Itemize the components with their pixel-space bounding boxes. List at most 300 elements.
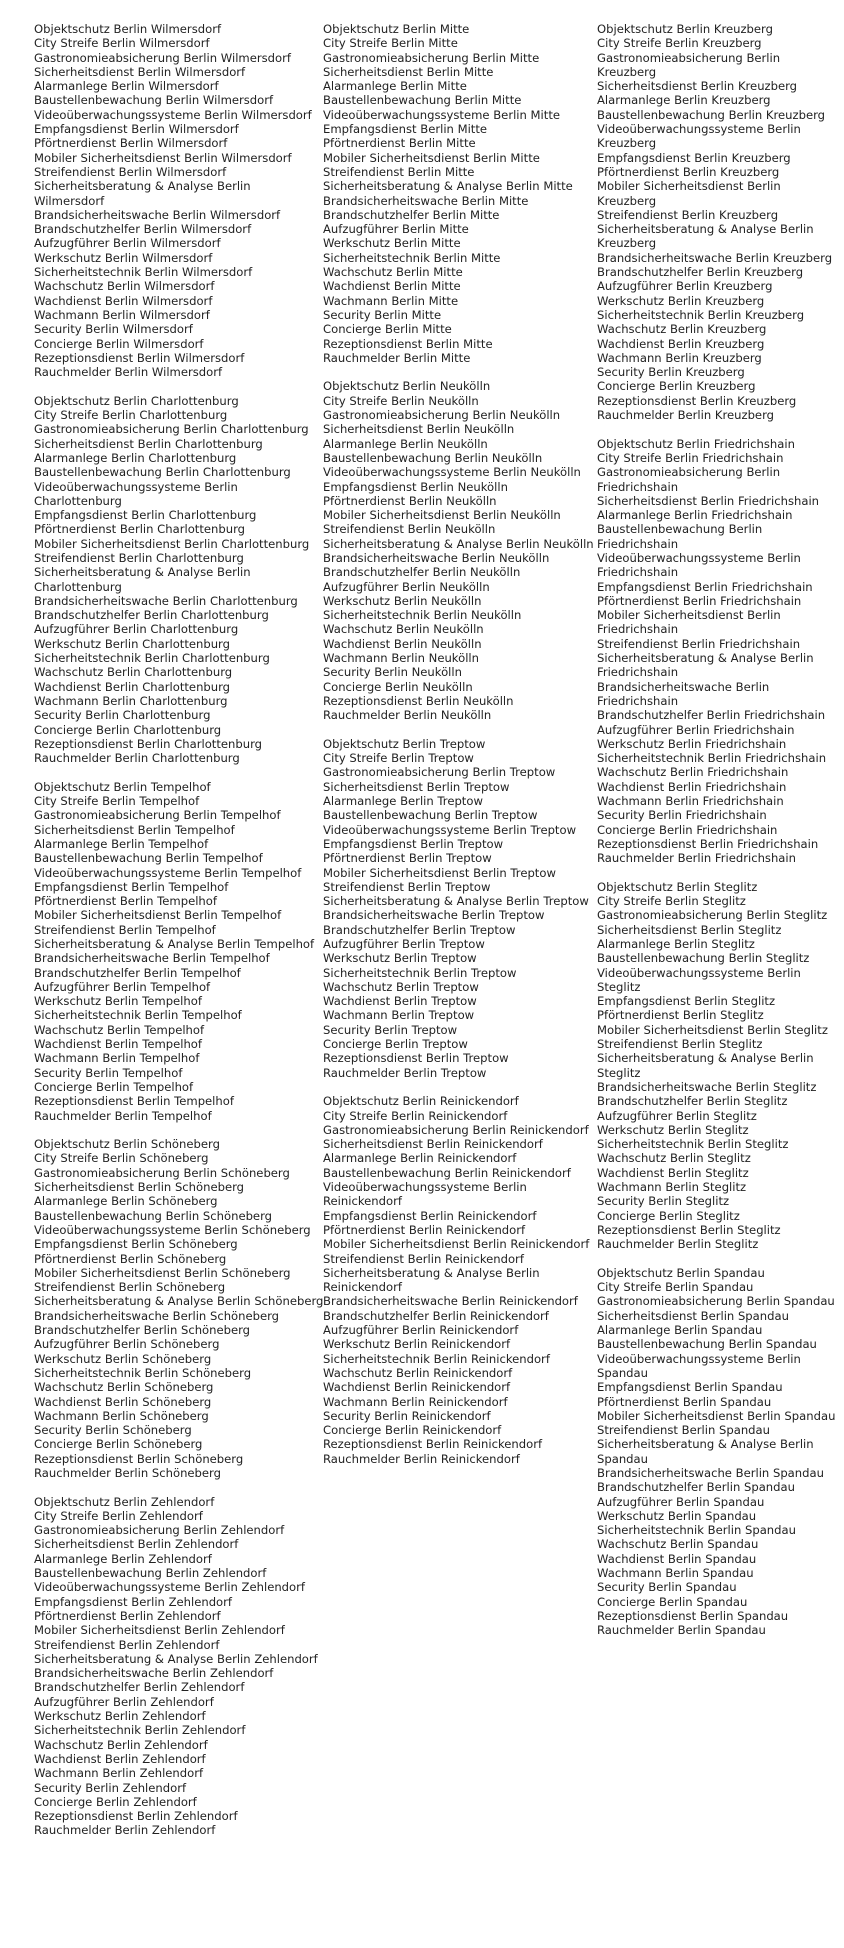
service-district-link[interactable]: Pförtnerdienst Berlin Reinickendorf <box>323 1222 526 1237</box>
service-district-link[interactable]: Sicherheitsberatung & Analyse Berlin Treptow <box>323 894 589 909</box>
service-district-link[interactable]: Sicherheitsdienst Berlin Mitte <box>323 64 494 79</box>
service-district-link[interactable]: Werkschutz Berlin Steglitz <box>597 1122 749 1137</box>
service-district-link[interactable]: Baustellenbewachung Berlin Kreuzberg <box>597 107 826 122</box>
service-district-link[interactable]: Videoüberwachungssysteme Berlin Kreuzberg <box>597 122 801 151</box>
service-district-link[interactable]: Sicherheitstechnik Berlin Spandau <box>597 1523 796 1538</box>
service-district-link[interactable]: Wachmann Berlin Treptow <box>323 1008 475 1023</box>
service-district-link[interactable]: Gastronomieabsicherung Berlin Neukölln <box>323 408 561 423</box>
service-district-link[interactable]: Streifendienst Berlin Neukölln <box>323 522 496 537</box>
service-district-link[interactable]: Rauchmelder Berlin Kreuzberg <box>597 408 774 423</box>
service-district-link[interactable]: Brandschutzhelfer Berlin Spandau <box>597 1480 795 1495</box>
service-district-link[interactable]: Aufzugführer Berlin Steglitz <box>597 1108 757 1123</box>
service-district-link[interactable]: Sicherheitstechnik Berlin Treptow <box>323 965 517 980</box>
service-district-link[interactable]: Aufzugführer Berlin Wilmersdorf <box>34 236 221 251</box>
service-district-link[interactable]: Rauchmelder Berlin Neukölln <box>323 708 492 723</box>
service-district-link[interactable]: Pförtnerdienst Berlin Charlottenburg <box>34 522 246 537</box>
service-district-link[interactable]: Werkschutz Berlin Tempelhof <box>34 994 202 1009</box>
service-district-link[interactable]: Alarmanlege Berlin Zehlendorf <box>34 1551 212 1566</box>
service-district-link[interactable]: Werkschutz Berlin Reinickendorf <box>323 1337 511 1352</box>
service-district-link[interactable]: Rezeptionsdienst Berlin Mitte <box>323 336 493 351</box>
service-district-link[interactable]: Gastronomieabsicherung Berlin Wilmersdorf <box>34 50 291 65</box>
service-district-link[interactable]: Sicherheitsdienst Berlin Reinickendorf <box>323 1137 543 1152</box>
service-district-link[interactable]: Brandsicherheitswache Berlin Spandau <box>597 1465 824 1480</box>
service-district-link[interactable]: Concierge Berlin Tempelhof <box>34 1079 194 1094</box>
service-district-link[interactable]: Baustellenbewachung Berlin Schöneberg <box>34 1208 272 1223</box>
service-district-link[interactable]: Aufzugführer Berlin Tempelhof <box>34 979 211 994</box>
service-district-link[interactable]: Concierge Berlin Wilmersdorf <box>34 336 204 351</box>
service-district-link[interactable]: Rauchmelder Berlin Charlottenburg <box>34 751 240 766</box>
service-district-link[interactable]: Streifendienst Berlin Kreuzberg <box>597 207 779 222</box>
service-district-link[interactable]: Brandschutzhelfer Berlin Schöneberg <box>34 1323 251 1338</box>
service-district-link[interactable]: Wachmann Berlin Charlottenburg <box>34 693 228 708</box>
service-district-link[interactable]: Sicherheitsberatung & Analyse Berlin Schöneberg <box>34 1294 324 1309</box>
service-district-link[interactable]: Security Berlin Neukölln <box>323 665 462 680</box>
service-district-link[interactable]: Brandsicherheitswache Berlin Mitte <box>323 193 529 208</box>
service-district-link[interactable]: Mobiler Sicherheitsdienst Berlin Spandau <box>597 1408 836 1423</box>
service-district-link[interactable]: Rezeptionsdienst Berlin Wilmersdorf <box>34 350 245 365</box>
service-district-link[interactable]: Empfangsdienst Berlin Kreuzberg <box>597 150 791 165</box>
service-district-link[interactable]: Sicherheitsberatung & Analyse Berlin Friedrichshain <box>597 651 814 680</box>
service-district-link[interactable]: Mobiler Sicherheitsdienst Berlin Reinickendorf <box>323 1237 590 1252</box>
service-district-link[interactable]: Objektschutz Berlin Mitte <box>323 22 470 36</box>
service-district-link[interactable]: Pförtnerdienst Berlin Zehlendorf <box>34 1608 221 1623</box>
service-district-link[interactable]: City Streife Berlin Wilmersdorf <box>34 36 210 51</box>
service-district-link[interactable]: Gastronomieabsicherung Berlin Zehlendorf <box>34 1523 285 1538</box>
service-district-link[interactable]: Objektschutz Berlin Charlottenburg <box>34 393 239 408</box>
service-district-link[interactable]: Objektschutz Berlin Wilmersdorf <box>34 22 222 36</box>
service-district-link[interactable]: Sicherheitstechnik Berlin Charlottenburg <box>34 651 270 666</box>
service-district-link[interactable]: City Streife Berlin Treptow <box>323 751 474 766</box>
service-district-link[interactable]: Concierge Berlin Steglitz <box>597 1208 740 1223</box>
service-district-link[interactable]: Mobiler Sicherheitsdienst Berlin Tempelhof <box>34 908 282 923</box>
service-district-link[interactable]: Sicherheitstechnik Berlin Zehlendorf <box>34 1723 246 1738</box>
service-district-link[interactable]: Brandschutzhelfer Berlin Reinickendorf <box>323 1308 549 1323</box>
service-district-link[interactable]: Brandschutzhelfer Berlin Charlottenburg <box>34 608 269 623</box>
service-district-link[interactable]: Concierge Berlin Spandau <box>597 1594 748 1609</box>
service-district-link[interactable]: Security Berlin Treptow <box>323 1022 458 1037</box>
service-district-link[interactable]: Alarmanlege Berlin Kreuzberg <box>597 93 771 108</box>
service-district-link[interactable]: Rauchmelder Berlin Mitte <box>323 350 471 365</box>
service-district-link[interactable]: Streifendienst Berlin Mitte <box>323 164 475 179</box>
service-district-link[interactable]: Videoüberwachungssysteme Berlin Charlottenburg <box>34 479 238 508</box>
service-district-link[interactable]: Aufzugführer Berlin Treptow <box>323 937 485 951</box>
service-district-link[interactable]: Sicherheitsberatung & Analyse Berlin Reinickendorf <box>323 1265 540 1295</box>
service-district-link[interactable]: Objektschutz Berlin Schöneberg <box>34 1137 220 1152</box>
service-district-link[interactable]: Streifendienst Berlin Zehlendorf <box>34 1637 220 1652</box>
service-district-link[interactable]: Sicherheitsdienst Berlin Treptow <box>323 779 510 794</box>
service-district-link[interactable]: Baustellenbewachung Berlin Steglitz <box>597 951 810 966</box>
service-district-link[interactable]: Wachmann Berlin Steglitz <box>597 1180 747 1195</box>
service-district-link[interactable]: Empfangsdienst Berlin Treptow <box>323 836 504 851</box>
service-district-link[interactable]: Empfangsdienst Berlin Charlottenburg <box>34 508 257 523</box>
service-district-link[interactable]: Wachschutz Berlin Steglitz <box>597 1151 751 1166</box>
service-district-link[interactable]: Sicherheitsdienst Berlin Friedrichshain <box>597 493 820 508</box>
service-district-link[interactable]: Wachmann Berlin Zehlendorf <box>34 1766 204 1781</box>
service-district-link[interactable]: Sicherheitsdienst Berlin Wilmersdorf <box>34 64 246 79</box>
service-district-link[interactable]: Objektschutz Berlin Spandau <box>597 1265 765 1280</box>
service-district-link[interactable]: Sicherheitsdienst Berlin Kreuzberg <box>597 79 798 94</box>
service-district-link[interactable]: City Streife Berlin Zehlendorf <box>34 1508 203 1523</box>
service-district-link[interactable]: Objektschutz Berlin Friedrichshain <box>597 436 795 451</box>
service-district-link[interactable]: Wachdienst Berlin Zehlendorf <box>34 1751 206 1766</box>
service-district-link[interactable]: Wachschutz Berlin Neukölln <box>323 622 484 637</box>
service-district-link[interactable]: Sicherheitsberatung & Analyse Berlin Neukölln <box>323 536 594 551</box>
service-district-link[interactable]: Empfangsdienst Berlin Zehlendorf <box>34 1594 232 1609</box>
service-district-link[interactable]: Rauchmelder Berlin Treptow <box>323 1065 487 1080</box>
service-district-link[interactable]: Rezeptionsdienst Berlin Tempelhof <box>34 1094 234 1109</box>
service-district-link[interactable]: City Streife Berlin Friedrichshain <box>597 450 784 465</box>
service-district-link[interactable]: Aufzugführer Berlin Mitte <box>323 222 469 237</box>
service-district-link[interactable]: Baustellenbewachung Berlin Reinickendorf <box>323 1165 571 1180</box>
service-district-link[interactable]: Wachschutz Berlin Tempelhof <box>34 1022 205 1037</box>
service-district-link[interactable]: Wachschutz Berlin Zehlendorf <box>34 1737 208 1752</box>
service-district-link[interactable]: Pförtnerdienst Berlin Spandau <box>597 1394 772 1409</box>
service-district-link[interactable]: Mobiler Sicherheitsdienst Berlin Kreuzberg <box>597 179 781 208</box>
service-district-link[interactable]: Sicherheitstechnik Berlin Kreuzberg <box>597 307 805 322</box>
service-district-link[interactable]: Wachschutz Berlin Charlottenburg <box>34 665 233 680</box>
service-district-link[interactable]: Alarmanlege Berlin Reinickendorf <box>323 1151 517 1166</box>
service-district-link[interactable]: Wachmann Berlin Reinickendorf <box>323 1394 508 1409</box>
service-district-link[interactable]: Wachdienst Berlin Steglitz <box>597 1165 749 1180</box>
service-district-link[interactable]: Security Berlin Mitte <box>323 307 442 322</box>
service-district-link[interactable]: Werkschutz Berlin Charlottenburg <box>34 636 230 651</box>
service-district-link[interactable]: Werkschutz Berlin Neukölln <box>323 593 482 608</box>
service-district-link[interactable]: City Streife Berlin Charlottenburg <box>34 408 228 423</box>
service-district-link[interactable]: City Streife Berlin Neukölln <box>323 393 479 408</box>
service-district-link[interactable]: Baustellenbewachung Berlin Zehlendorf <box>34 1566 267 1581</box>
service-district-link[interactable]: Alarmanlege Berlin Steglitz <box>597 937 755 951</box>
service-district-link[interactable]: Gastronomieabsicherung Berlin Mitte <box>323 50 540 65</box>
service-district-link[interactable]: Baustellenbewachung Berlin Tempelhof <box>34 851 263 866</box>
service-district-link[interactable]: Brandsicherheitswache Berlin Tempelhof <box>34 951 270 966</box>
service-district-link[interactable]: Empfangsdienst Berlin Tempelhof <box>34 879 229 894</box>
service-district-link[interactable]: Empfangsdienst Berlin Schöneberg <box>34 1237 238 1252</box>
service-district-link[interactable]: Streifendienst Berlin Reinickendorf <box>323 1251 524 1266</box>
service-district-link[interactable]: Objektschutz Berlin Zehlendorf <box>34 1494 215 1509</box>
service-district-link[interactable]: Objektschutz Berlin Treptow <box>323 736 486 751</box>
service-district-link[interactable]: Pförtnerdienst Berlin Tempelhof <box>34 894 217 909</box>
service-district-link[interactable]: Alarmanlege Berlin Wilmersdorf <box>34 79 219 94</box>
service-district-link[interactable]: Streifendienst Berlin Spandau <box>597 1423 770 1438</box>
service-district-link[interactable]: Wachdienst Berlin Wilmersdorf <box>34 293 213 308</box>
service-district-link[interactable]: Rezeptionsdienst Berlin Kreuzberg <box>597 393 797 408</box>
service-district-link[interactable]: Rauchmelder Berlin Friedrichshain <box>597 851 796 866</box>
service-district-link[interactable]: Objektschutz Berlin Neukölln <box>323 379 491 394</box>
service-district-link[interactable]: Mobiler Sicherheitsdienst Berlin Mitte <box>323 150 540 165</box>
service-district-link[interactable]: Rezeptionsdienst Berlin Reinickendorf <box>323 1437 543 1452</box>
service-district-link[interactable]: Wachdienst Berlin Mitte <box>323 279 461 294</box>
service-district-link[interactable]: Brandschutzhelfer Berlin Kreuzberg <box>597 265 804 280</box>
service-district-link[interactable]: Streifendienst Berlin Charlottenburg <box>34 550 244 565</box>
service-district-link[interactable]: Objektschutz Berlin Kreuzberg <box>597 22 773 36</box>
service-district-link[interactable]: Baustellenbewachung Berlin Treptow <box>323 808 538 823</box>
service-district-link[interactable]: Videoüberwachungssysteme Berlin Friedrichshain <box>597 550 801 580</box>
service-district-link[interactable]: Pförtnerdienst Berlin Schöneberg <box>34 1251 227 1266</box>
service-district-link[interactable]: Gastronomieabsicherung Berlin Reinickendorf <box>323 1122 589 1137</box>
service-district-link[interactable]: Sicherheitstechnik Berlin Tempelhof <box>34 1008 242 1023</box>
service-district-link[interactable]: Pförtnerdienst Berlin Neukölln <box>323 493 497 508</box>
service-district-link[interactable]: Gastronomieabsicherung Berlin Tempelhof <box>34 808 281 823</box>
service-district-link[interactable]: Pförtnerdienst Berlin Treptow <box>323 851 492 866</box>
service-district-link[interactable]: Baustellenbewachung Berlin Wilmersdorf <box>34 93 274 108</box>
service-district-link[interactable]: Pförtnerdienst Berlin Steglitz <box>597 1008 764 1023</box>
service-district-link[interactable]: Alarmanlege Berlin Spandau <box>597 1323 763 1338</box>
service-district-link[interactable]: Wachdienst Berlin Spandau <box>597 1551 757 1566</box>
service-district-link[interactable]: Baustellenbewachung Berlin Mitte <box>323 93 522 108</box>
service-district-link[interactable]: City Streife Berlin Mitte <box>323 36 458 51</box>
service-district-link[interactable]: Baustellenbewachung Berlin Spandau <box>597 1337 817 1352</box>
service-district-link[interactable]: Wachschutz Berlin Treptow <box>323 979 479 994</box>
service-district-link[interactable]: Mobiler Sicherheitsdienst Berlin Charlottenburg <box>34 536 310 551</box>
service-district-link[interactable]: Brandsicherheitswache Berlin Friedrichshain <box>597 679 770 708</box>
service-district-link[interactable]: Brandschutzhelfer Berlin Treptow <box>323 922 516 937</box>
service-district-link[interactable]: City Streife Berlin Tempelhof <box>34 794 200 809</box>
service-district-link[interactable]: Streifendienst Berlin Friedrichshain <box>597 636 801 651</box>
service-district-link[interactable]: Security Berlin Tempelhof <box>34 1065 183 1080</box>
service-district-link[interactable]: Wachdienst Berlin Schöneberg <box>34 1394 212 1409</box>
service-district-link[interactable]: Concierge Berlin Mitte <box>323 322 452 337</box>
service-district-link[interactable]: City Streife Berlin Kreuzberg <box>597 36 762 51</box>
service-district-link[interactable]: Sicherheitsberatung & Analyse Berlin Tempelhof <box>34 937 315 951</box>
service-district-link[interactable]: Brandschutzhelfer Berlin Steglitz <box>597 1094 788 1109</box>
service-district-link[interactable]: Gastronomieabsicherung Berlin Spandau <box>597 1294 835 1309</box>
service-district-link[interactable]: Baustellenbewachung Berlin Friedrichshain <box>597 522 763 551</box>
service-district-link[interactable]: Videoüberwachungssysteme Berlin Tempelhof <box>34 865 302 880</box>
service-district-link[interactable]: Sicherheitsberatung & Analyse Berlin Steglitz <box>597 1051 814 1080</box>
service-district-link[interactable]: Rauchmelder Berlin Tempelhof <box>34 1108 212 1123</box>
service-district-link[interactable]: Empfangsdienst Berlin Neukölln <box>323 479 508 494</box>
service-district-link[interactable]: Sicherheitstechnik Berlin Neukölln <box>323 608 522 623</box>
service-district-link[interactable]: Videoüberwachungssysteme Berlin Reinickendorf <box>323 1180 527 1209</box>
service-district-link[interactable]: Wachmann Berlin Kreuzberg <box>597 350 762 365</box>
service-district-link[interactable]: Gastronomieabsicherung Berlin Treptow <box>323 765 556 780</box>
service-district-link[interactable]: Wachmann Berlin Friedrichshain <box>597 794 784 809</box>
service-district-link[interactable]: Alarmanlege Berlin Treptow <box>323 794 483 809</box>
service-district-link[interactable]: Security Berlin Wilmersdorf <box>34 322 193 337</box>
service-district-link[interactable]: Brandschutzhelfer Berlin Friedrichshain <box>597 708 826 723</box>
service-district-link[interactable]: City Streife Berlin Steglitz <box>597 894 746 909</box>
service-district-link[interactable]: Wachschutz Berlin Schöneberg <box>34 1380 214 1395</box>
service-district-link[interactable]: Security Berlin Reinickendorf <box>323 1408 491 1423</box>
service-district-link[interactable]: Empfangsdienst Berlin Mitte <box>323 122 488 137</box>
service-district-link[interactable]: Werkschutz Berlin Kreuzberg <box>597 293 765 308</box>
service-district-link[interactable]: Sicherheitsberatung & Analyse Berlin Wilmersdorf <box>34 179 251 208</box>
service-district-link[interactable]: Alarmanlege Berlin Schöneberg <box>34 1194 218 1209</box>
service-district-link[interactable]: Rezeptionsdienst Berlin Treptow <box>323 1051 509 1066</box>
service-district-link[interactable]: Brandsicherheitswache Berlin Wilmersdorf <box>34 207 281 222</box>
service-district-link[interactable]: Aufzugführer Berlin Spandau <box>597 1494 765 1509</box>
service-district-link[interactable]: Brandsicherheitswache Berlin Reinickendorf <box>323 1294 578 1309</box>
service-district-link[interactable]: Wachmann Berlin Schöneberg <box>34 1408 209 1423</box>
service-district-link[interactable]: Mobiler Sicherheitsdienst Berlin Schöneberg <box>34 1265 291 1280</box>
service-district-link[interactable]: Security Berlin Spandau <box>597 1580 737 1595</box>
service-district-link[interactable]: Rauchmelder Berlin Zehlendorf <box>34 1823 216 1838</box>
service-district-link[interactable]: Sicherheitsberatung & Analyse Berlin Charlottenburg <box>34 565 251 594</box>
service-district-link[interactable]: Gastronomieabsicherung Berlin Kreuzberg <box>597 50 781 79</box>
service-district-link[interactable]: Concierge Berlin Neukölln <box>323 679 473 694</box>
service-district-link[interactable]: Wachmann Berlin Tempelhof <box>34 1051 200 1066</box>
service-district-link[interactable]: Videoüberwachungssysteme Berlin Treptow <box>323 822 577 837</box>
service-district-link[interactable]: Brandsicherheitswache Berlin Neukölln <box>323 550 550 565</box>
service-district-link[interactable]: Sicherheitsberatung & Analyse Berlin Mitte <box>323 179 573 194</box>
service-district-link[interactable]: Wachschutz Berlin Mitte <box>323 265 463 280</box>
service-district-link[interactable]: Objektschutz Berlin Tempelhof <box>34 779 211 794</box>
service-district-link[interactable]: Sicherheitstechnik Berlin Reinickendorf <box>323 1351 550 1366</box>
service-district-link[interactable]: Aufzugführer Berlin Schöneberg <box>34 1337 220 1352</box>
service-district-link[interactable]: Empfangsdienst Berlin Spandau <box>597 1380 783 1395</box>
service-district-link[interactable]: Sicherheitsdienst Berlin Charlottenburg <box>34 436 263 451</box>
service-district-link[interactable]: Werkschutz Berlin Schöneberg <box>34 1351 212 1366</box>
service-district-link[interactable]: Security Berlin Steglitz <box>597 1194 730 1209</box>
service-district-link[interactable]: Brandsicherheitswache Berlin Charlottenburg <box>34 593 298 608</box>
service-district-link[interactable]: Brandsicherheitswache Berlin Schöneberg <box>34 1308 280 1323</box>
service-district-link[interactable]: Videoüberwachungssysteme Berlin Zehlendorf <box>34 1580 305 1595</box>
service-district-link[interactable]: Wachdienst Berlin Tempelhof <box>34 1037 202 1052</box>
service-district-link[interactable]: Sicherheitstechnik Berlin Wilmersdorf <box>34 265 253 280</box>
service-district-link[interactable]: Security Berlin Kreuzberg <box>597 365 745 380</box>
service-district-link[interactable]: Gastronomieabsicherung Berlin Schöneberg <box>34 1165 290 1180</box>
service-district-link[interactable]: Werkschutz Berlin Mitte <box>323 236 461 251</box>
service-district-link[interactable]: Alarmanlege Berlin Mitte <box>323 79 467 94</box>
service-district-link[interactable]: Alarmanlege Berlin Tempelhof <box>34 836 209 851</box>
service-district-link[interactable]: Wachdienst Berlin Friedrichshain <box>597 779 787 794</box>
service-district-link[interactable]: Concierge Berlin Treptow <box>323 1037 468 1052</box>
service-district-link[interactable]: Wachmann Berlin Spandau <box>597 1566 754 1581</box>
service-district-link[interactable]: City Streife Berlin Reinickendorf <box>323 1108 508 1123</box>
service-district-link[interactable]: Aufzugführer Berlin Charlottenburg <box>34 622 239 637</box>
service-district-link[interactable]: Mobiler Sicherheitsdienst Berlin Zehlendorf <box>34 1623 285 1638</box>
service-district-link[interactable]: Videoüberwachungssysteme Berlin Spandau <box>597 1351 801 1380</box>
service-district-link[interactable]: Security Berlin Schöneberg <box>34 1423 192 1438</box>
service-district-link[interactable]: Mobiler Sicherheitsdienst Berlin Friedrichshain <box>597 608 781 637</box>
service-district-link[interactable]: Rauchmelder Berlin Reinickendorf <box>323 1451 520 1466</box>
service-district-link[interactable]: Empfangsdienst Berlin Steglitz <box>597 994 776 1009</box>
service-district-link[interactable]: Sicherheitsdienst Berlin Tempelhof <box>34 822 235 837</box>
service-district-link[interactable]: Werkschutz Berlin Wilmersdorf <box>34 250 213 265</box>
service-district-link[interactable]: Brandschutzhelfer Berlin Zehlendorf <box>34 1680 245 1695</box>
service-district-link[interactable]: Streifendienst Berlin Tempelhof <box>34 922 216 937</box>
service-district-link[interactable]: Sicherheitstechnik Berlin Steglitz <box>597 1137 789 1152</box>
service-district-link[interactable]: Empfangsdienst Berlin Reinickendorf <box>323 1208 537 1223</box>
service-district-link[interactable]: Videoüberwachungssysteme Berlin Mitte <box>323 107 561 122</box>
service-district-link[interactable]: Brandschutzhelfer Berlin Tempelhof <box>34 965 241 980</box>
service-district-link[interactable]: Sicherheitsdienst Berlin Spandau <box>597 1308 789 1323</box>
service-district-link[interactable]: Pförtnerdienst Berlin Mitte <box>323 136 476 151</box>
service-district-link[interactable]: Concierge Berlin Reinickendorf <box>323 1423 502 1438</box>
service-district-link[interactable]: Sicherheitstechnik Berlin Friedrichshain <box>597 751 827 766</box>
service-district-link[interactable]: Streifendienst Berlin Steglitz <box>597 1037 763 1052</box>
service-district-link[interactable]: Wachdienst Berlin Treptow <box>323 994 477 1009</box>
service-district-link[interactable]: City Streife Berlin Spandau <box>597 1280 754 1295</box>
service-district-link[interactable]: Concierge Berlin Kreuzberg <box>597 379 756 394</box>
service-district-link[interactable]: Streifendienst Berlin Wilmersdorf <box>34 164 227 179</box>
service-district-link[interactable]: Mobiler Sicherheitsdienst Berlin Wilmersdorf <box>34 150 292 165</box>
service-district-link[interactable]: Wachschutz Berlin Spandau <box>597 1537 759 1552</box>
service-district-link[interactable]: Alarmanlege Berlin Neukölln <box>323 436 488 451</box>
service-district-link[interactable]: Rezeptionsdienst Berlin Spandau <box>597 1608 789 1623</box>
service-district-link[interactable]: Rauchmelder Berlin Wilmersdorf <box>34 365 223 380</box>
service-district-link[interactable]: Rezeptionsdienst Berlin Zehlendorf <box>34 1809 238 1824</box>
service-district-link[interactable]: Wachmann Berlin Neukölln <box>323 651 479 666</box>
service-district-link[interactable]: Objektschutz Berlin Reinickendorf <box>323 1094 519 1109</box>
service-district-link[interactable]: Wachdienst Berlin Kreuzberg <box>597 336 765 351</box>
service-district-link[interactable]: Aufzugführer Berlin Zehlendorf <box>34 1694 214 1709</box>
service-district-link[interactable]: Baustellenbewachung Berlin Neukölln <box>323 450 543 465</box>
service-district-link[interactable]: Wachschutz Berlin Friedrichshain <box>597 765 789 780</box>
service-district-link[interactable]: Videoüberwachungssysteme Berlin Steglitz <box>597 965 801 994</box>
service-district-link[interactable]: Wachschutz Berlin Kreuzberg <box>597 322 767 337</box>
service-district-link[interactable]: Sicherheitsdienst Berlin Steglitz <box>597 922 782 937</box>
service-district-link[interactable]: Rezeptionsdienst Berlin Neukölln <box>323 693 514 708</box>
service-district-link[interactable]: Rauchmelder Berlin Schöneberg <box>34 1465 221 1480</box>
service-district-link[interactable]: Mobiler Sicherheitsdienst Berlin Steglitz <box>597 1022 828 1037</box>
service-district-link[interactable]: Objektschutz Berlin Steglitz <box>597 879 758 894</box>
service-district-link[interactable]: Wachschutz Berlin Reinickendorf <box>323 1365 513 1380</box>
service-district-link[interactable]: Alarmanlege Berlin Friedrichshain <box>597 508 793 523</box>
service-district-link[interactable]: Sicherheitsberatung & Analyse Berlin Spandau <box>597 1437 814 1466</box>
service-district-link[interactable]: Brandsicherheitswache Berlin Treptow <box>323 908 545 923</box>
service-district-link[interactable]: Streifendienst Berlin Treptow <box>323 879 491 894</box>
service-district-link[interactable]: Gastronomieabsicherung Berlin Friedrichshain <box>597 465 781 494</box>
service-district-link[interactable]: Werkschutz Berlin Treptow <box>323 951 477 966</box>
service-district-link[interactable]: Brandschutzhelfer Berlin Mitte <box>323 207 500 222</box>
service-district-link[interactable]: Videoüberwachungssysteme Berlin Neukölln <box>323 465 581 480</box>
service-district-link[interactable]: Pförtnerdienst Berlin Kreuzberg <box>597 164 780 179</box>
service-district-link[interactable]: Rezeptionsdienst Berlin Friedrichshain <box>597 836 819 851</box>
service-district-link[interactable]: Rezeptionsdienst Berlin Steglitz <box>597 1222 781 1237</box>
service-district-link[interactable]: Brandschutzhelfer Berlin Wilmersdorf <box>34 222 252 237</box>
service-district-link[interactable]: Wachmann Berlin Wilmersdorf <box>34 307 210 322</box>
service-district-link[interactable]: Aufzugführer Berlin Friedrichshain <box>597 722 795 737</box>
service-district-link[interactable]: Brandsicherheitswache Berlin Zehlendorf <box>34 1666 274 1681</box>
service-district-link[interactable]: Security Berlin Friedrichshain <box>597 808 767 823</box>
service-district-link[interactable]: Rauchmelder Berlin Spandau <box>597 1623 766 1638</box>
service-district-link[interactable]: Brandsicherheitswache Berlin Steglitz <box>597 1079 817 1094</box>
service-district-link[interactable]: Wachmann Berlin Mitte <box>323 293 459 308</box>
service-district-link[interactable]: Gastronomieabsicherung Berlin Charlottenburg <box>34 422 309 437</box>
service-district-link[interactable]: City Streife Berlin Schöneberg <box>34 1151 209 1166</box>
service-district-link[interactable]: Sicherheitsberatung & Analyse Berlin Zehlendorf <box>34 1651 318 1666</box>
service-district-link[interactable]: Streifendienst Berlin Schöneberg <box>34 1280 226 1295</box>
service-district-link[interactable]: Sicherheitsdienst Berlin Neukölln <box>323 422 515 437</box>
service-district-link[interactable]: Rezeptionsdienst Berlin Charlottenburg <box>34 736 262 751</box>
service-district-link[interactable]: Concierge Berlin Charlottenburg <box>34 722 222 737</box>
service-district-link[interactable]: Security Berlin Zehlendorf <box>34 1780 187 1795</box>
service-district-link[interactable]: Security Berlin Charlottenburg <box>34 708 211 723</box>
service-district-link[interactable]: Werkschutz Berlin Friedrichshain <box>597 736 787 751</box>
service-district-link[interactable]: Sicherheitsdienst Berlin Zehlendorf <box>34 1537 239 1552</box>
service-district-link[interactable]: Rezeptionsdienst Berlin Schöneberg <box>34 1451 244 1466</box>
service-district-link[interactable]: Sicherheitstechnik Berlin Schöneberg <box>34 1365 252 1380</box>
service-district-link[interactable]: Alarmanlege Berlin Charlottenburg <box>34 450 237 465</box>
service-district-link[interactable]: Baustellenbewachung Berlin Charlottenburg <box>34 465 291 480</box>
service-district-link[interactable]: Werkschutz Berlin Zehlendorf <box>34 1709 206 1724</box>
service-district-link[interactable]: Concierge Berlin Schöneberg <box>34 1437 203 1452</box>
service-district-link[interactable]: Aufzugführer Berlin Reinickendorf <box>323 1323 519 1338</box>
service-district-link[interactable]: Rauchmelder Berlin Steglitz <box>597 1237 759 1252</box>
service-district-link[interactable]: Pförtnerdienst Berlin Friedrichshain <box>597 593 802 608</box>
service-district-link[interactable]: Pförtnerdienst Berlin Wilmersdorf <box>34 136 228 151</box>
service-district-link[interactable]: Concierge Berlin Friedrichshain <box>597 822 778 837</box>
service-district-link[interactable]: Videoüberwachungssysteme Berlin Wilmersdorf <box>34 107 312 122</box>
service-district-link[interactable]: Empfangsdienst Berlin Wilmersdorf <box>34 122 239 137</box>
service-district-link[interactable]: Sicherheitstechnik Berlin Mitte <box>323 250 501 265</box>
service-district-link[interactable]: Aufzugführer Berlin Kreuzberg <box>597 279 773 294</box>
service-district-link[interactable]: Brandschutzhelfer Berlin Neukölln <box>323 565 521 580</box>
service-district-link[interactable]: Wachschutz Berlin Wilmersdorf <box>34 279 215 294</box>
service-district-link[interactable]: Empfangsdienst Berlin Friedrichshain <box>597 579 813 594</box>
service-district-link[interactable]: Aufzugführer Berlin Neukölln <box>323 579 490 594</box>
